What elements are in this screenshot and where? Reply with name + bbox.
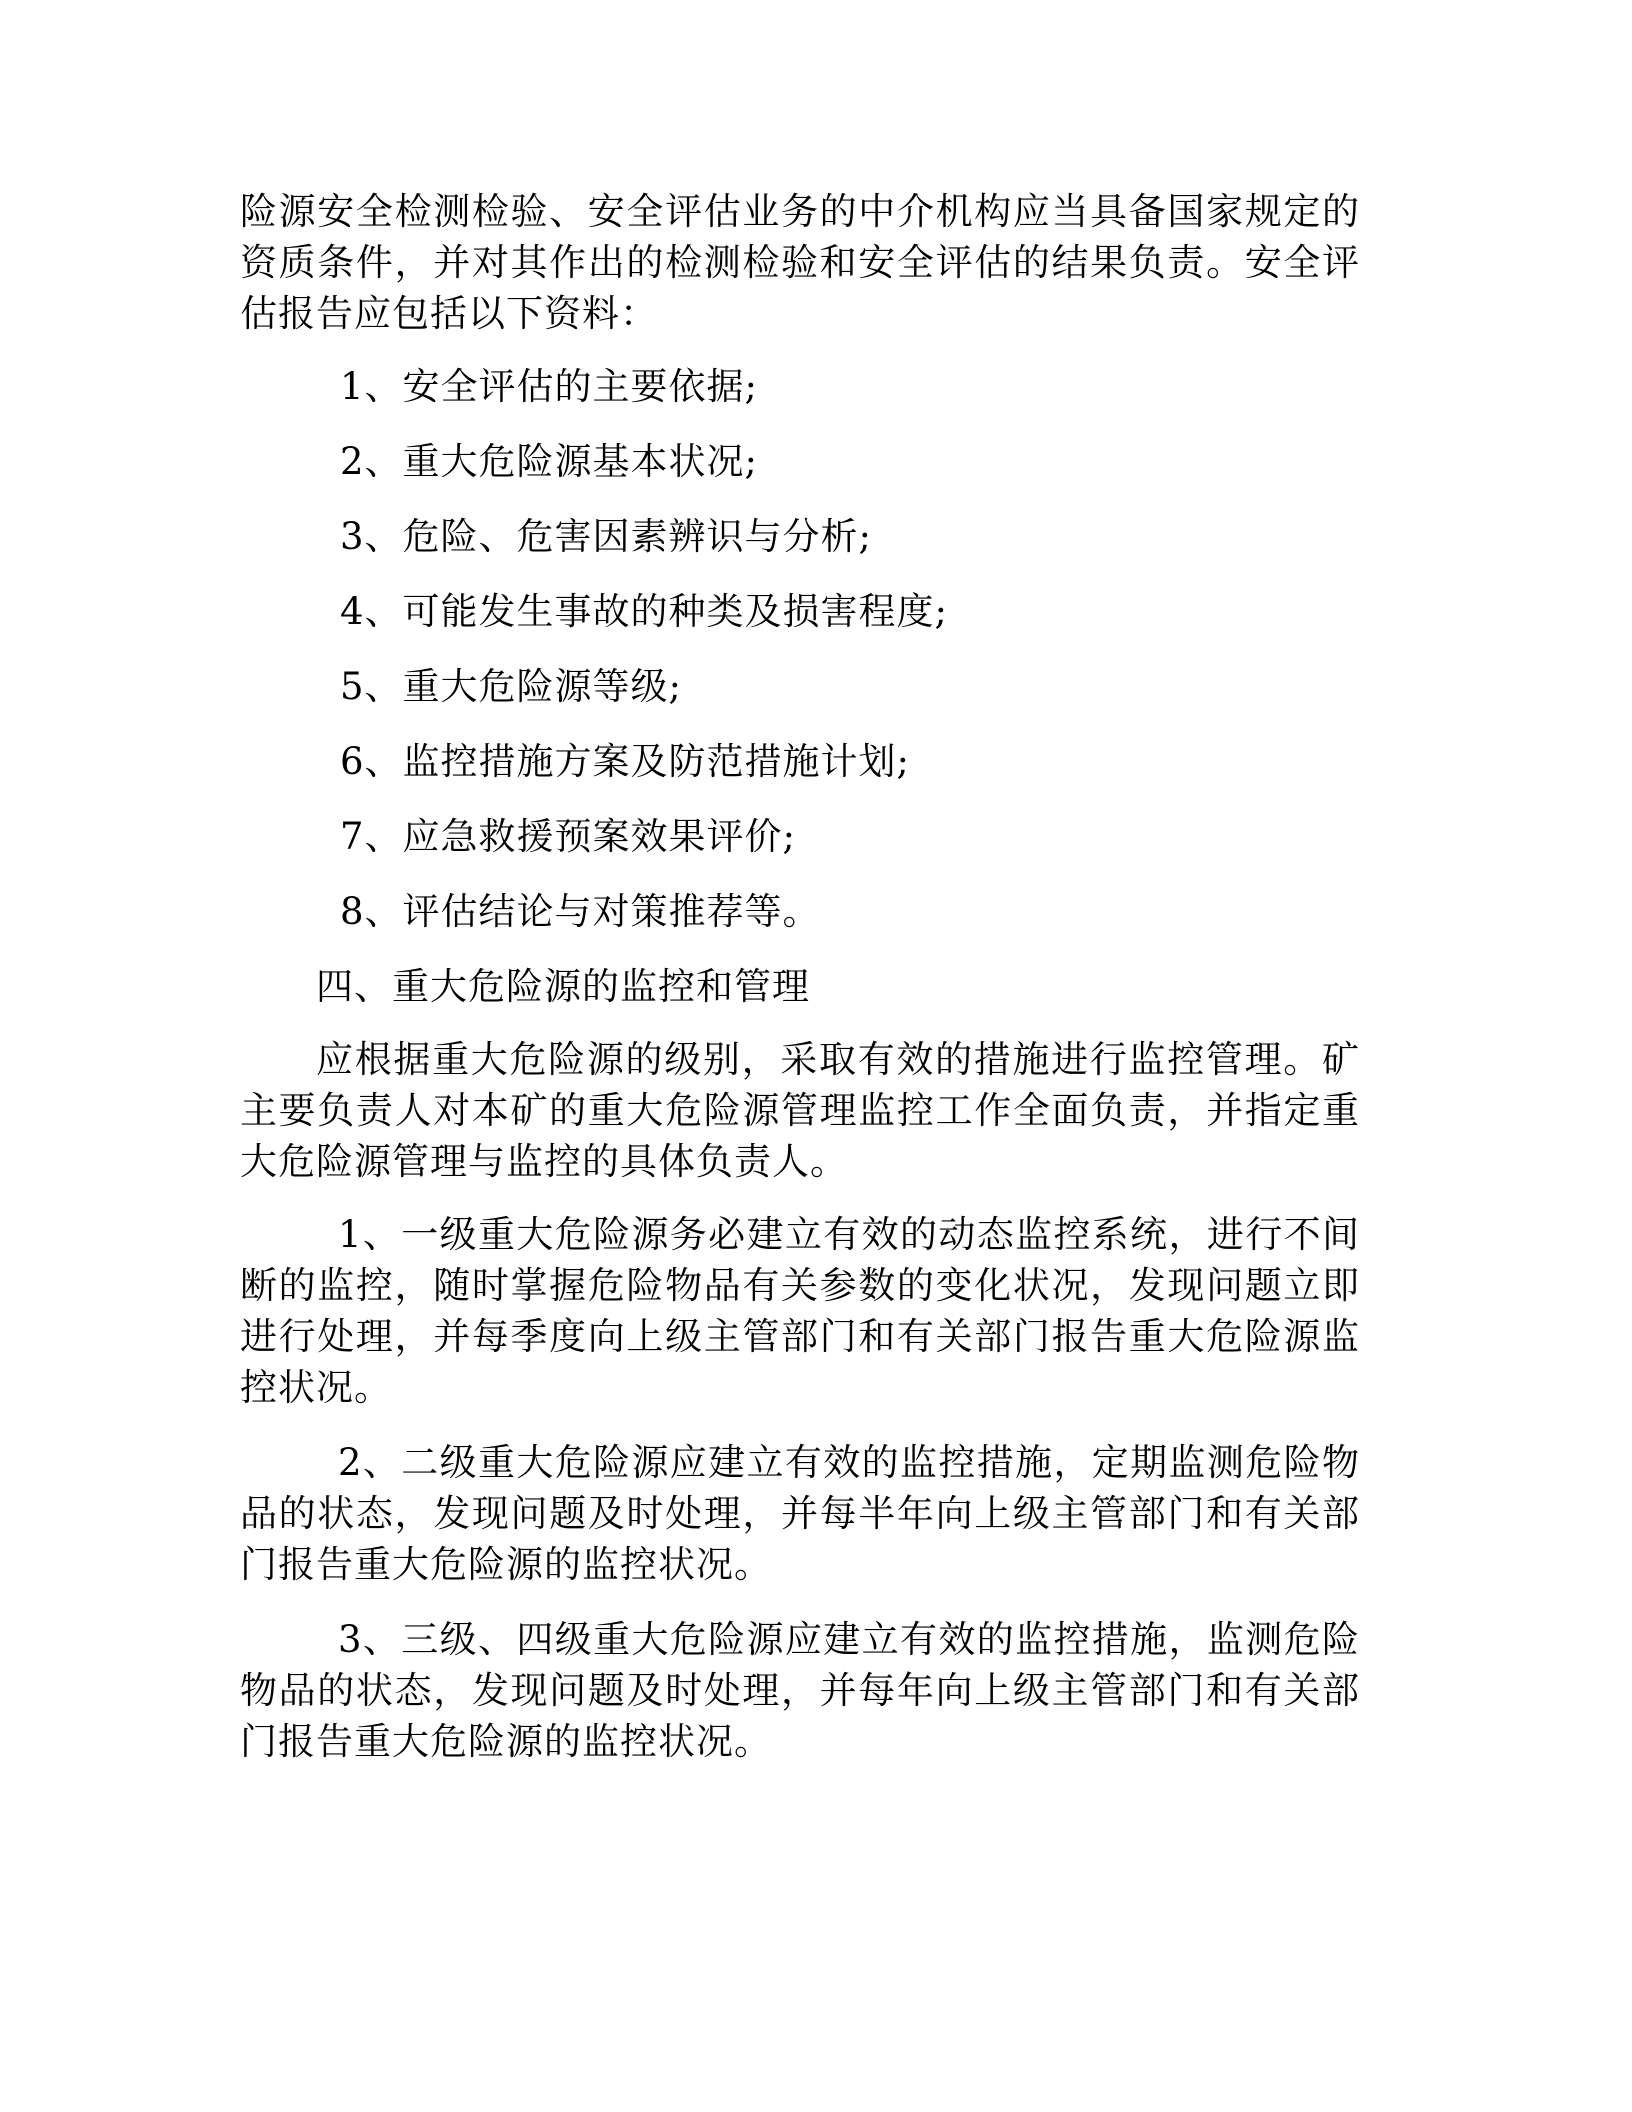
report-item-7: 7、应急救援预案效果评价; bbox=[340, 815, 797, 858]
monitoring-item-3: 3、三级、四级重大危险源应建立有效的监控措施，监测危险物品的状态，发现问题及时处理，并每年向上级主管部门和有关部门报告重大危险源的监控状况。 bbox=[240, 1618, 1360, 1763]
intro-paragraph: 险源安全检测检验、安全评估业务的中介机构应当具备国家规定的资质条件，并对其作出的检测检验和安全评估的结果负责。安全评估报告应包括以下资料： bbox=[240, 190, 1360, 335]
report-item-5: 5、重大危险源等级; bbox=[340, 665, 683, 708]
section-paragraph: 应根据重大危险源的级别，采取有效的措施进行监控管理。矿主要负责人对本矿的重大危险源管理监控工作全面负责，并指定重大危险源管理与监控的具体负责人。 bbox=[240, 1038, 1360, 1183]
report-item-1: 1、安全评估的主要依据; bbox=[340, 365, 759, 408]
report-item-4: 4、可能发生事故的种类及损害程度; bbox=[340, 590, 949, 633]
report-item-8: 8、评估结论与对策推荐等。 bbox=[340, 890, 821, 933]
section-heading: 四、重大危险源的监控和管理 bbox=[316, 965, 810, 1008]
monitoring-item-1: 1、一级重大危险源务必建立有效的动态监控系统，进行不间断的监控，随时掌握危险物品有关参数的变化状况，发现问题立即进行处理，并每季度向上级主管部门和有关部门报告重大危险源监控状况。 bbox=[240, 1213, 1360, 1409]
report-item-3: 3、危险、危害因素辨识与分析; bbox=[340, 515, 873, 558]
document-body bbox=[240, 186, 1360, 1791]
monitoring-item-2: 2、二级重大危险源应建立有效的监控措施，定期监测危险物品的状态，发现问题及时处理，并每半年向上级主管部门和有关部门报告重大危险源的监控状况。 bbox=[240, 1441, 1360, 1586]
report-item-2: 2、重大危险源基本状况; bbox=[340, 440, 759, 483]
report-item-6: 6、监控措施方案及防范措施计划; bbox=[340, 740, 911, 783]
